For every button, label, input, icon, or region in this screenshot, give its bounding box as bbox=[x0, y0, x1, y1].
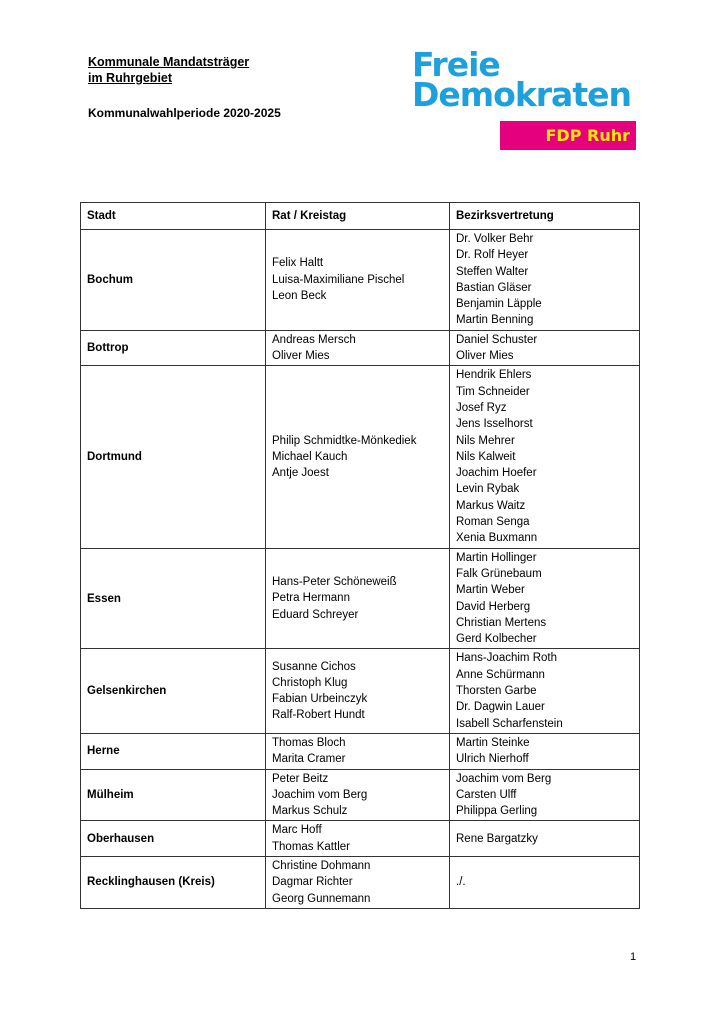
bezirk-member: Dr. Rolf Heyer bbox=[456, 249, 529, 262]
bezirk-cell bbox=[450, 330, 640, 366]
rat-member: Thomas Kattler bbox=[272, 840, 350, 853]
bezirk-member: David Herberg bbox=[456, 600, 531, 613]
mandate-table bbox=[80, 202, 640, 909]
city-cell: Gelsenkirchen bbox=[81, 649, 266, 733]
bezirk-member: Tim Schneider bbox=[456, 385, 530, 398]
page-number: 1 bbox=[630, 951, 637, 963]
title-line-2: im Ruhrgebiet bbox=[88, 71, 173, 85]
logo-line-1: Freie bbox=[412, 45, 500, 84]
bezirk-member: Dr. Volker Behr bbox=[456, 233, 534, 245]
bezirk-member: Ulrich Nierhoff bbox=[456, 753, 529, 766]
bezirk-cell bbox=[450, 548, 640, 649]
bezirk-member: Nils Kalweit bbox=[456, 450, 516, 463]
city-cell: Mülheim bbox=[81, 769, 266, 821]
bezirk-cell bbox=[450, 230, 640, 331]
bezirk-member: Daniel Schuster bbox=[456, 333, 538, 346]
rat-member: Ralf-Robert Hundt bbox=[272, 709, 365, 722]
rat-member: Georg Gunnemann bbox=[272, 892, 371, 905]
bezirk-cell bbox=[450, 366, 640, 548]
rat-cell bbox=[266, 821, 450, 857]
bezirk-member: Rene Bargatzky bbox=[456, 832, 538, 845]
bezirk-member: Joachim vom Berg bbox=[456, 772, 552, 785]
rat-member: Fabian Urbeinczyk bbox=[272, 693, 368, 706]
bezirk-cell bbox=[450, 733, 640, 769]
rat-member: Peter Beitz bbox=[272, 772, 329, 785]
table-row bbox=[81, 769, 640, 821]
bezirk-cell bbox=[450, 769, 640, 821]
rat-member: Oliver Mies bbox=[272, 350, 330, 363]
bezirk-cell bbox=[450, 856, 640, 908]
bezirk-member: Philippa Gerling bbox=[456, 805, 538, 818]
bezirk-member: Levin Rybak bbox=[456, 483, 520, 496]
bezirk-member: Hans-Joachim Roth bbox=[456, 652, 557, 665]
rat-member: Dagmar Richter bbox=[272, 876, 353, 889]
rat-member: Christine Dohmann bbox=[272, 859, 371, 872]
bezirk-member: Martin Benning bbox=[456, 314, 534, 327]
bezirk-member: Isabell Scharfenstein bbox=[456, 717, 563, 730]
bezirk-member: Oliver Mies bbox=[456, 350, 514, 363]
table-row bbox=[81, 548, 640, 649]
bezirk-cell bbox=[450, 821, 640, 857]
bezirk-member: Xenia Buxmann bbox=[456, 532, 538, 545]
bezirk-member: Markus Waitz bbox=[456, 499, 526, 512]
rat-member: Hans-Peter Schöneweiß bbox=[272, 576, 397, 589]
bezirk-member: Joachim Hoefer bbox=[456, 467, 537, 480]
rat-member: Eduard Schreyer bbox=[272, 608, 359, 621]
table-row bbox=[81, 366, 640, 548]
city-cell: Oberhausen bbox=[81, 821, 266, 857]
bezirk-member: Falk Grünebaum bbox=[456, 567, 542, 580]
rat-cell bbox=[266, 230, 450, 331]
rat-member: Markus Schulz bbox=[272, 805, 348, 818]
rat-member: Marc Hoff bbox=[272, 824, 322, 837]
rat-member: Joachim vom Berg bbox=[272, 788, 368, 801]
bezirk-member: Benjamin Läpple bbox=[456, 298, 542, 311]
rat-member: Marita Cramer bbox=[272, 753, 346, 766]
bezirk-cell bbox=[450, 649, 640, 733]
bezirk-member: Steffen Walter bbox=[456, 265, 529, 278]
bezirk-member: Josef Ryz bbox=[456, 401, 507, 414]
rat-cell bbox=[266, 733, 450, 769]
bezirk-member: Nils Mehrer bbox=[456, 434, 515, 447]
rat-member: Andreas Mersch bbox=[272, 333, 356, 346]
city-cell: Bochum bbox=[81, 230, 266, 331]
bezirk-member: Gerd Kolbecher bbox=[456, 633, 537, 646]
city-cell: Dortmund bbox=[81, 366, 266, 548]
bezirk-member: Jens Isselhorst bbox=[456, 418, 533, 431]
bezirk-member: Anne Schürmann bbox=[456, 668, 545, 681]
bezirk-member: Martin Steinke bbox=[456, 736, 530, 749]
document-title bbox=[88, 54, 249, 86]
header-rat-kreistag: Rat / Kreistag bbox=[266, 203, 450, 230]
rat-member: Felix Haltt bbox=[272, 257, 324, 270]
bezirk-member: Carsten Ulff bbox=[456, 788, 517, 801]
rat-member: Antje Joest bbox=[272, 467, 329, 480]
logo-badge: FDP Ruhr bbox=[500, 121, 636, 150]
rat-cell bbox=[266, 856, 450, 908]
rat-cell bbox=[266, 366, 450, 548]
header-stadt: Stadt bbox=[81, 203, 266, 230]
rat-member: Michael Kauch bbox=[272, 450, 348, 463]
rat-member: Christoph Klug bbox=[272, 676, 348, 689]
city-cell: Herne bbox=[81, 733, 266, 769]
rat-member: Thomas Bloch bbox=[272, 736, 346, 749]
fdp-logo bbox=[412, 45, 638, 145]
table-row bbox=[81, 733, 640, 769]
bezirk-member: Thorsten Garbe bbox=[456, 685, 537, 698]
rat-member: Luisa-Maximiliane Pischel bbox=[272, 273, 405, 286]
bezirk-member: Dr. Dagwin Lauer bbox=[456, 701, 545, 714]
title-line-1: Kommunale Mandatsträger bbox=[88, 55, 250, 69]
logo-line-2: Demokraten bbox=[412, 75, 631, 114]
bezirk-member: Martin Weber bbox=[456, 584, 525, 597]
rat-member: Susanne Cichos bbox=[272, 660, 356, 673]
city-cell: Essen bbox=[81, 548, 266, 649]
header-bezirksvertretung: Bezirksvertretung bbox=[450, 203, 640, 230]
table-row bbox=[81, 821, 640, 857]
rat-member: Petra Hermann bbox=[272, 592, 350, 605]
table-row bbox=[81, 856, 640, 908]
table-row bbox=[81, 230, 640, 331]
bezirk-member: Hendrik Ehlers bbox=[456, 369, 532, 382]
city-cell: Recklinghausen (Kreis) bbox=[81, 856, 266, 908]
bezirk-member: Martin Hollinger bbox=[456, 551, 537, 564]
rat-member: Leon Beck bbox=[272, 290, 327, 303]
table-row bbox=[81, 649, 640, 733]
election-period: Kommunalwahlperiode 2020-2025 bbox=[88, 106, 281, 120]
rat-cell bbox=[266, 649, 450, 733]
table-header-row bbox=[81, 203, 640, 230]
rat-member: Philip Schmidtke-Mönkediek bbox=[272, 434, 417, 447]
bezirk-member: Roman Senga bbox=[456, 516, 530, 529]
rat-cell bbox=[266, 769, 450, 821]
bezirk-member: Christian Mertens bbox=[456, 616, 547, 629]
bezirk-member: ./. bbox=[456, 876, 466, 889]
rat-cell bbox=[266, 548, 450, 649]
table-row bbox=[81, 330, 640, 366]
city-cell: Bottrop bbox=[81, 330, 266, 366]
bezirk-member: Bastian Gläser bbox=[456, 281, 532, 294]
rat-cell bbox=[266, 330, 450, 366]
